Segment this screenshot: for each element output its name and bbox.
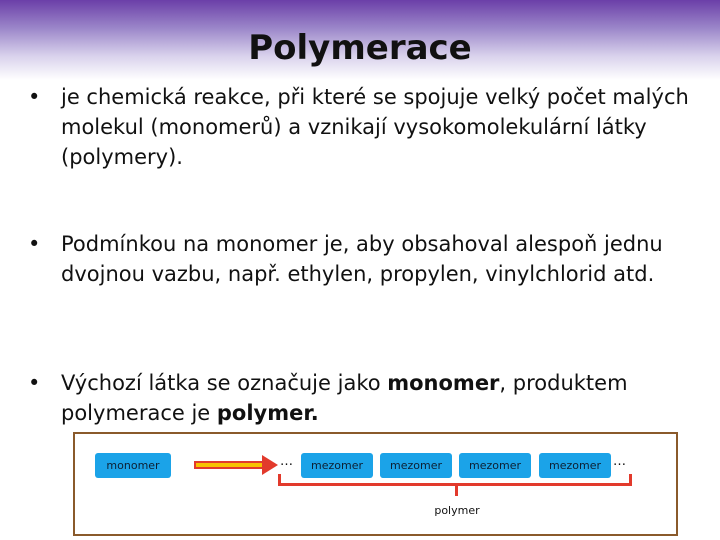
bullet-2-dot: • [28,232,41,256]
slide-title: Polymerace [248,28,472,68]
reaction-arrow [194,461,264,469]
bullet-3-bold-polymer: polymer. [216,401,319,425]
ellipsis-right: … [613,454,626,469]
mezomer-box-4: mezomer [539,453,611,478]
mezomer-box-2: mezomer [380,453,452,478]
bullet-3-part1: Výchozí látka se označuje jako [61,371,388,395]
polymer-label: polymer [434,504,480,517]
bullet-3 [28,368,698,428]
bullet-3-bold-monomer: monomer [387,371,500,395]
polymer-brace-center [455,484,458,496]
bullet-3-text [61,368,698,428]
mezomer-box-3: mezomer [459,453,531,478]
bullet-3-part2: , produktem polymerace je [61,371,628,425]
bullet-1-text: je chemická reakce, při které se spojuje velký počet malých molekul (monomerů) a vznikají vysokomolekulární látky (polymery). [61,85,689,169]
ellipsis-left: … [280,454,293,469]
polymerization-diagram [73,432,678,536]
bullet-2-text: Podmínkou na monomer je, aby obsahoval alespoň jednu dvojnou vazbu, např. ethylen, propylen, vinylchlorid atd. [61,232,663,286]
monomer-box: monomer [95,453,171,478]
bullet-1-dot: • [28,85,41,109]
bullet-1 [28,82,698,172]
polymer-brace-left-end [278,474,281,486]
mezomer-box-1: mezomer [301,453,373,478]
polymer-brace-right-end [629,474,632,486]
bullet-2 [28,229,698,289]
reaction-arrow-head-icon [262,455,278,475]
bullet-3-dot: • [28,371,41,395]
